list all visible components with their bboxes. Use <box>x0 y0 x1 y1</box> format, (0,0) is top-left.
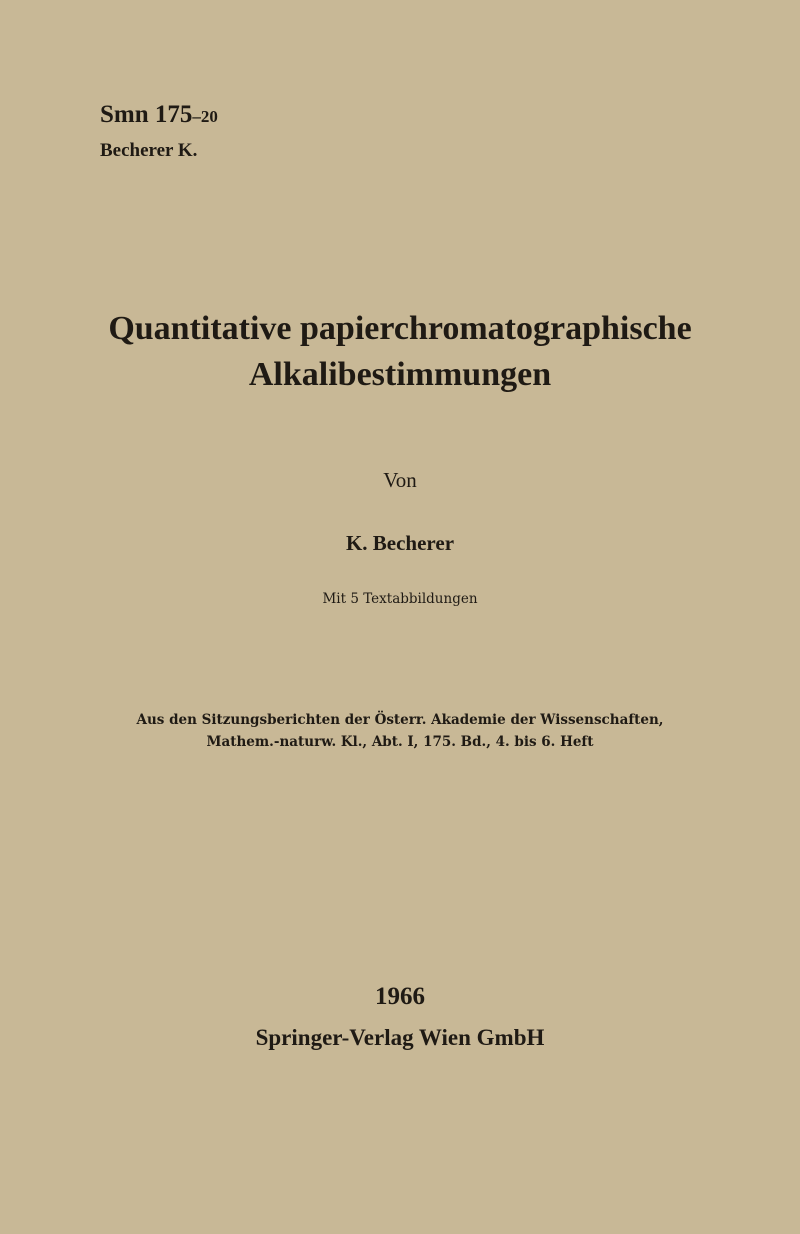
source-line-2: Mathem.-naturw. Kl., Abt. I, 175. Bd., 4. bis 6. Heft <box>206 734 594 750</box>
publisher-name: Springer-Verlag Wien GmbH <box>255 1025 545 1050</box>
shelfmark-block <box>100 100 218 164</box>
title-line-1: Quantitative papierchromatographische <box>108 310 692 347</box>
publication-year: 1966 <box>375 983 425 1010</box>
shelfmark-code: Smn 175 <box>100 101 193 128</box>
book-title <box>40 306 760 398</box>
title-line-2: Alkalibestimmungen <box>248 356 552 393</box>
source-line-1: Aus den Sitzungsberichten der Österr. Akademie der Wissenschaften, <box>136 712 664 728</box>
figures-note: Mit 5 Textabbildungen <box>322 591 478 607</box>
by-label: Von <box>383 468 417 492</box>
author-name: K. Becherer <box>345 531 455 555</box>
shelfmark-code-line <box>100 100 218 132</box>
source-note <box>0 709 800 753</box>
shelfmark-suffix: –20 <box>192 107 218 126</box>
shelfmark-name: Becherer K. <box>100 140 198 161</box>
